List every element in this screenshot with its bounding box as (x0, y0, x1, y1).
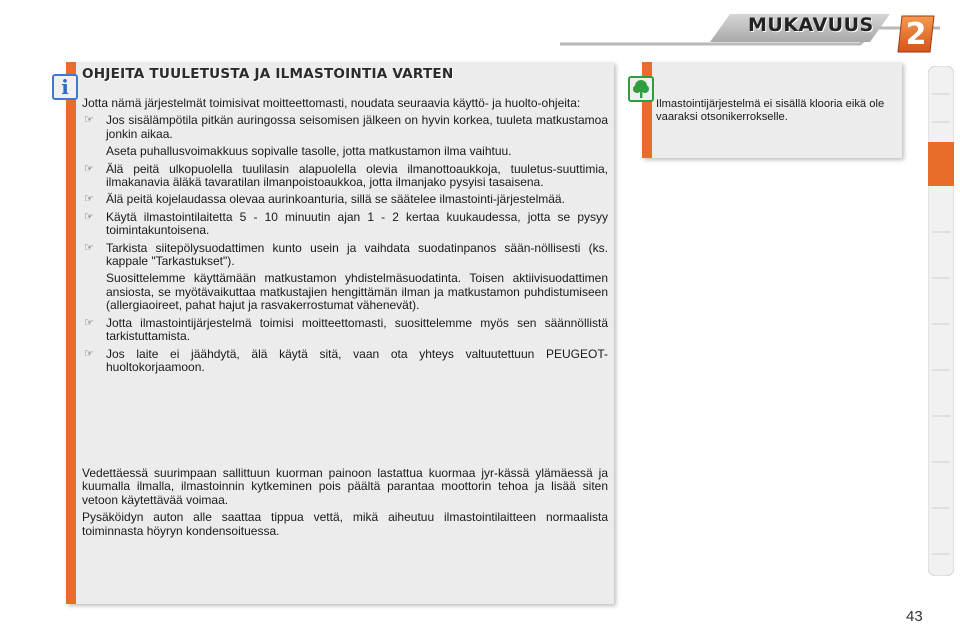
tree-icon (628, 76, 654, 102)
list-item-text: Tarkista siitepölysuodattimen kunto usein ja vaihdata suodatinpanos sään-nöllisesti (ks. kappale "Tarkastukset"). (106, 240, 608, 269)
page-number: 43 (906, 608, 923, 625)
pointing-hand-icon: ☞ (84, 210, 94, 223)
info-icon: i (52, 74, 78, 100)
pointing-hand-icon: ☞ (84, 114, 94, 127)
pointing-hand-icon: ☞ (84, 347, 94, 360)
bullet-list (82, 114, 608, 374)
list-item-text: Käytä ilmastointilaitetta 5 - 10 minuutin ajan 1 - 2 kertaa kuukaudessa, jotta se pysyy toimintakuntoisena. (106, 209, 608, 238)
list-item (82, 242, 608, 313)
lower-paragraph: Vedettäessä suurimpaan sallittuun kuorman painoon lastattua kuormaa jyr-kässä ylämäessä ja kuumalla ilmalla, ilmastoinnin kytkeminen pois päältä parantaa moottorin tehoa ja lisää siten vetoon käytettävää voimaa. (82, 466, 608, 507)
lower-paragraph: Pysäköidyn auton alle saattaa tippua vettä, mikä aiheutuu ilmastointilaitteen normaalista toiminnasta höyryn kondensoituessa. (82, 510, 608, 538)
lower-text (82, 467, 608, 542)
list-item-text: Jotta ilmastointijärjestelmä toimisi moitteettomasti, suosittelemme myös sen säännöllistä tarkistuttamista. (106, 315, 608, 344)
list-item (82, 163, 608, 190)
list-item (82, 114, 608, 158)
pointing-hand-icon: ☞ (84, 316, 94, 329)
list-item-text: Jos sisälämpötila pitkän auringossa seisomisen jälkeen on hyvin korkea, tuuleta matkustamoa jonkin aikaa. (106, 113, 608, 141)
pointing-hand-icon: ☞ (84, 162, 94, 175)
list-item-subtext: Aseta puhallusvoimakkuus sopivalle tasolle, jotta matkustamon ilma vaihtuu. (106, 144, 512, 159)
pointing-hand-icon: ☞ (84, 241, 94, 254)
list-item-text: Älä peitä ulkopuolella tuulilasin alapuolella olevia ilmanottoaukkoja, tuuletus-suuttimia, ilmakanavia äläkä tavaratilan ilmanpoistoaukkoa, jotta ilmanjako pysyisi tasaisena. (106, 161, 608, 190)
pointing-hand-icon: ☞ (84, 193, 94, 206)
list-item (82, 211, 608, 238)
list-item-subtext: Suosittelemme käyttämään matkustamon yhdistelmäsuodatinta. Toisen aktiivisuodattimen ansiosta, se myötävaikuttaa matkustajien hengittämän ilman ja matkustamon puhdistumiseen (allergiaoireet, pahat hajut ja rasvakerrostumat vähenevät). (106, 271, 608, 313)
main-text (82, 97, 608, 378)
list-item (82, 348, 608, 375)
chapter-tab-rail (928, 66, 954, 576)
list-item (82, 193, 608, 206)
chapter-number: 2 (905, 17, 927, 52)
list-item (82, 317, 608, 344)
section-title: OHJEITA TUULETUSTA JA ILMASTOINTIA VARTEN (82, 66, 454, 82)
chapter-title: MUKAVUUS (748, 14, 874, 36)
list-item-text: Jos laite ei jäähdytä, älä käytä sitä, vaan ota yhteys valtuutettuun PEUGEOT-huoltokorjaamoon. (106, 346, 608, 374)
note-text: Ilmastointijärjestelmä ei sisällä klooria eikä ole vaaraksi otsonikerrokselle. (656, 98, 885, 123)
intro-paragraph: Jotta nämä järjestelmät toimisivat moitteettomasti, noudata seuraavia käyttö- ja huolto-ohjeita: (82, 96, 581, 110)
panel-accent-strip (66, 62, 76, 604)
list-item-text: Älä peitä kojelaudassa olevaa aurinkoanturia, sillä se säätelee ilmastointi-järjestelmää. (106, 192, 565, 207)
